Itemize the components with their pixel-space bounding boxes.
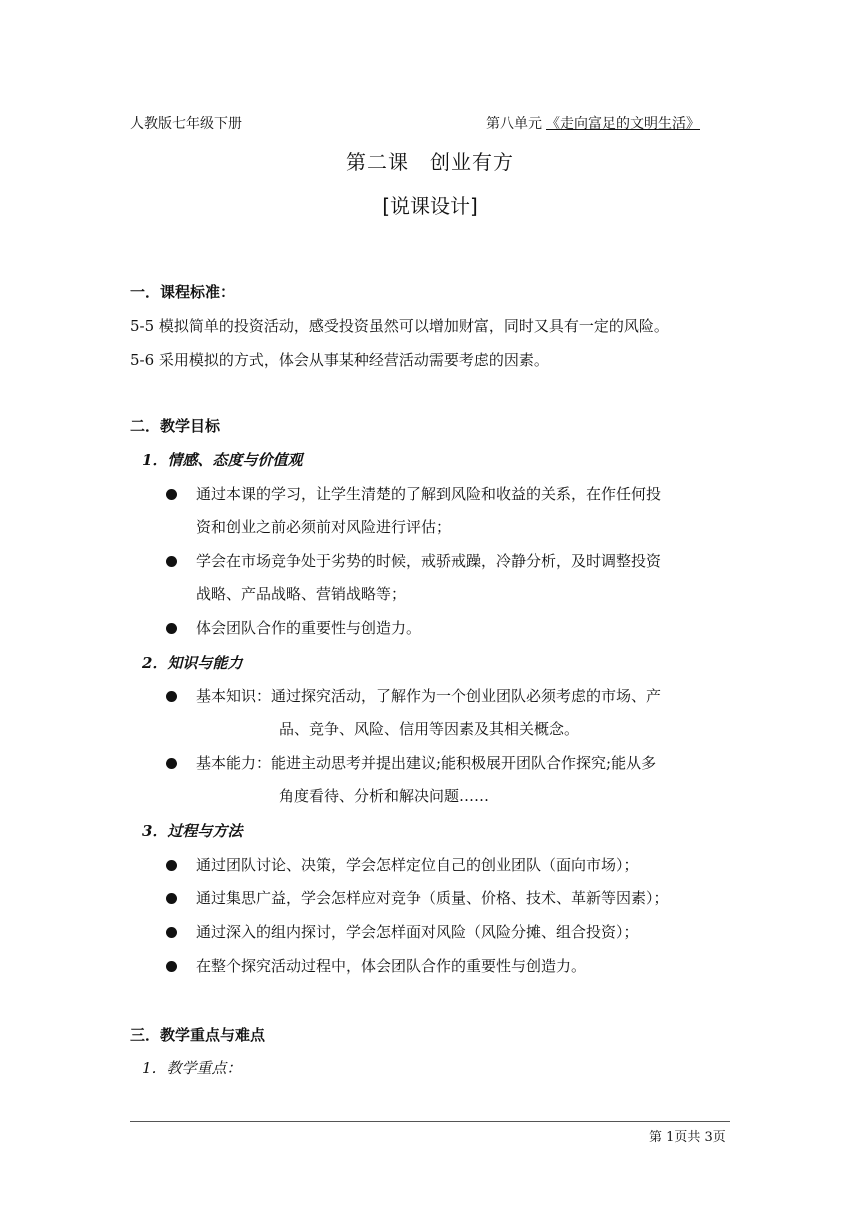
header-grade: 人教版七年级下册 [130,116,242,132]
page-number: 第 1页共 3页 [649,1130,726,1145]
lesson-subtitle: [说课设计] [382,194,478,218]
goal-ability-1-line1: 基本能力：能进主动思考并提出建议;能积极展开团队合作探究;能从多 [196,754,657,772]
subsection-key-points-title: 1．教学重点： [142,1059,242,1077]
bullet-icon [166,893,177,904]
standard-5-5: 5-5 模拟简单的投资活动，感受投资虽然可以增加财富，同时又具有一定的风险。 [130,317,669,335]
subsection-process-title: 3．过程与方法 [142,822,243,840]
section-1-heading: 一．课程标准： [130,283,236,301]
goal-process-3: 通过深入的组内探讨，学会怎样面对风险（风险分摊、组合投资）； [196,923,639,941]
subsection-emotion-title: 1．情感、态度与价值观 [142,451,303,469]
goal-knowledge-1-line1: 基本知识：通过探究活动，了解作为一个创业团队必须考虑的市场、产 [196,687,662,705]
goal-emotion-2-line2: 战略、产品战略、营销战略等； [196,585,407,603]
footer-divider [130,1121,730,1122]
bullet-icon [166,691,177,702]
bullet-icon [166,556,177,567]
bullet-icon [166,927,177,938]
bullet-icon [166,489,177,500]
goal-emotion-1-line1: 通过本课的学习，让学生清楚的了解到风险和收益的关系，在作任何投 [196,485,662,503]
section-3-heading: 三．教学重点与难点 [130,1026,266,1044]
goal-ability-1-line2: 角度看待、分析和解决问题…… [279,787,490,805]
goal-process-1: 通过团队讨论、决策，学会怎样定位自己的创业团队（面向市场）； [196,856,639,874]
goal-process-4: 在整个探究活动过程中，体会团队合作的重要性与创造力。 [196,957,587,975]
goal-emotion-3: 体会团队合作的重要性与创造力。 [196,619,422,637]
bullet-icon [166,860,177,871]
goal-process-2: 通过集思广益，学会怎样应对竞争（质量、价格、技术、革新等因素）； [196,889,669,907]
standard-5-6: 5-6 采用模拟的方式，体会从事某种经营活动需要考虑的因素。 [130,351,549,369]
header-unit-title: 《走向富足的文明生活》 [546,116,700,132]
goal-knowledge-1-line2: 品、竞争、风险、信用等因素及其相关概念。 [279,720,580,738]
bullet-icon [166,961,177,972]
header-unit [486,113,700,133]
goal-emotion-1-line2: 资和创业之前必须前对风险进行评估； [196,518,452,536]
subsection-knowledge-title: 2．知识与能力 [142,654,243,672]
section-2-heading: 二．教学目标 [130,417,221,435]
lesson-title: 第二课 创业有方 [346,150,514,174]
bullet-icon [166,758,177,769]
header-unit-prefix: 第八单元 [486,116,542,132]
goal-emotion-2-line1: 学会在市场竞争处于劣势的时候，戒骄戒躁，冷静分析，及时调整投资 [196,552,662,570]
bullet-icon [166,623,177,634]
